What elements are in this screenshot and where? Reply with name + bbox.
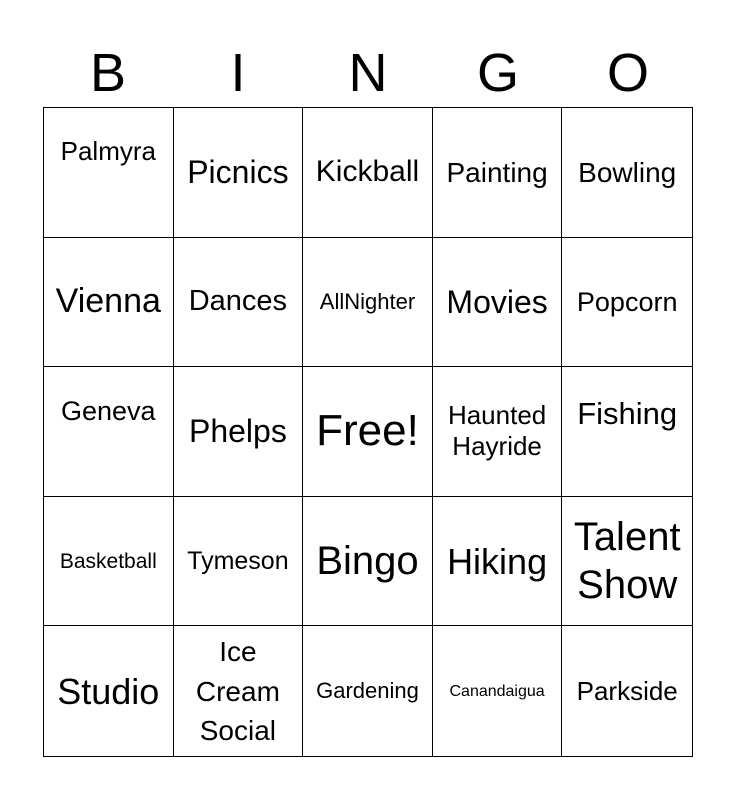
bingo-cell[interactable]: Tymeson <box>174 497 304 627</box>
bingo-cell[interactable]: Bowling <box>562 108 692 238</box>
header-letter-b: B <box>89 43 127 103</box>
bingo-cell[interactable]: Fishing <box>562 367 692 497</box>
bingo-cell[interactable]: Geneva <box>44 367 174 497</box>
header-letter-o: O <box>606 43 649 103</box>
bingo-cell[interactable]: Painting <box>433 108 563 238</box>
bingo-cell[interactable]: Parkside <box>576 675 678 706</box>
bingo-cell[interactable]: Basketball <box>44 497 174 627</box>
bingo-cell[interactable]: Canandaigua <box>433 626 563 756</box>
bingo-cell[interactable]: Studio <box>44 626 174 756</box>
bingo-cell[interactable]: Bingo <box>303 497 433 627</box>
bingo-cell[interactable]: Kickball <box>303 108 433 238</box>
header-letter-i: I <box>230 43 246 103</box>
bingo-cell[interactable]: Popcorn <box>562 238 692 368</box>
bingo-board <box>43 107 693 757</box>
bingo-cell[interactable]: Hiking <box>433 497 563 627</box>
bingo-cell[interactable]: Ice Cream Social <box>174 626 304 756</box>
header-letter-n: N <box>348 43 388 103</box>
bingo-cell[interactable]: Vienna <box>44 238 174 368</box>
bingo-cell[interactable]: AllNighter <box>303 238 433 368</box>
bingo-cell[interactable]: Phelps <box>174 367 304 497</box>
bingo-cell[interactable]: Palmyra <box>44 108 174 238</box>
bingo-cell[interactable]: Movies <box>433 238 563 368</box>
bingo-cell[interactable]: Haunted Hayride <box>433 367 563 497</box>
bingo-cell[interactable]: Picnics <box>174 108 304 238</box>
bingo-cell[interactable]: Talent Show <box>562 497 692 627</box>
free-space[interactable]: Free! <box>303 367 433 497</box>
bingo-header <box>43 38 693 108</box>
bingo-cell[interactable]: Gardening <box>303 626 433 756</box>
header-letter-g: G <box>476 43 519 103</box>
bingo-cell[interactable]: Dances <box>174 238 304 368</box>
